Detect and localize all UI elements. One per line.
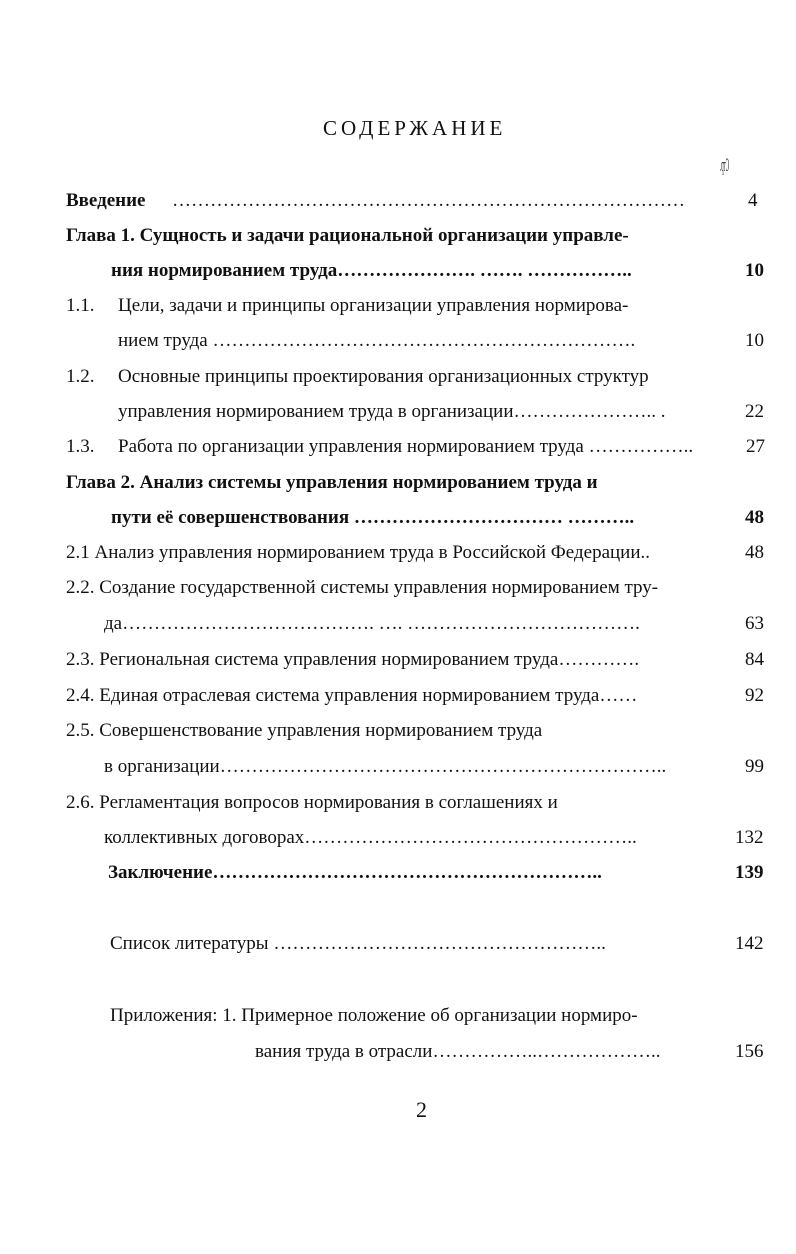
section-1-3-page: 27 xyxy=(746,436,765,457)
chapter-1-title-line-1: Глава 1. Сущность и задачи рациональной организации управле- xyxy=(66,225,629,246)
section-2-2-title-line-2: да…………………………………. …. ………………………………. xyxy=(104,613,640,634)
chapter-2-title-line-2: пути её совершенствования …………………………… ……….. xyxy=(111,507,635,528)
page-title: СОДЕРЖАНИЕ xyxy=(323,116,507,140)
section-2-1-page: 48 xyxy=(745,542,764,563)
conclusion-title: Заключение…………………………………………………….. xyxy=(108,862,602,883)
section-2-3-page: 84 xyxy=(745,649,764,670)
page-column-header: Стр. xyxy=(719,155,729,176)
appendix-title-line-1: Приложения: 1. Примерное положение об организации нормиро- xyxy=(110,1005,638,1026)
section-2-5-title-line-2: в организации…………………………………………………………….. xyxy=(104,756,667,777)
section-2-6-title-line-2: коллективных договорах…………………………………………….. xyxy=(104,827,637,848)
intro-page: 4 xyxy=(748,190,758,211)
intro-dots: ……………………………………………………………………… xyxy=(172,190,685,211)
page-number: 2 xyxy=(416,1097,427,1122)
section-2-2-title-line-1: 2.2. Создание государственной системы управления нормированием тру- xyxy=(66,577,659,598)
section-2-6-page: 132 xyxy=(735,827,764,848)
section-2-3-title: 2.3. Региональная система управления нормированием труда…………. xyxy=(66,649,640,670)
section-1-2-page: 22 xyxy=(745,401,764,422)
chapter-2-page: 48 xyxy=(745,507,764,528)
section-1-2-title-line-2: управления нормированием труда в организации………………….. . xyxy=(118,401,666,422)
section-1-3-title: Работа по организации управления нормированием труда …………….. xyxy=(118,436,694,457)
section-2-6-title-line-1: 2.6. Регламентация вопросов нормирования в соглашениях и xyxy=(66,792,558,813)
section-1-1-number: 1.1. xyxy=(66,295,95,316)
section-2-5-title-line-1: 2.5. Совершенствование управления нормированием труда xyxy=(66,720,543,741)
section-1-2-number: 1.2. xyxy=(66,366,95,387)
section-2-4-page: 92 xyxy=(745,685,764,706)
chapter-1-title-line-2: ния нормированием труда…………………. ……. …………….. xyxy=(111,260,632,281)
intro-title: Введение xyxy=(66,190,146,211)
section-2-5-page: 99 xyxy=(745,756,764,777)
section-2-2-page: 63 xyxy=(745,613,764,634)
appendix-title-line-2: вания труда в отрасли……………..……………….. xyxy=(255,1041,661,1062)
section-1-2-title-line-1: Основные принципы проектирования организационных структур xyxy=(118,366,649,387)
appendix-page: 156 xyxy=(735,1041,764,1062)
section-2-4-title: 2.4. Единая отраслевая система управления нормированием труда…… xyxy=(66,685,638,706)
conclusion-page: 139 xyxy=(735,862,764,883)
chapter-1-page: 10 xyxy=(745,260,764,281)
section-1-3-number: 1.3. xyxy=(66,436,95,457)
section-2-1-title: 2.1 Анализ управления нормированием труда в Российской Федерации.. xyxy=(66,542,650,563)
section-1-1-title-line-1: Цели, задачи и принципы организации управления нормирова- xyxy=(118,295,629,316)
section-1-1-page: 10 xyxy=(745,330,764,351)
literature-page: 142 xyxy=(735,933,764,954)
chapter-2-title-line-1: Глава 2. Анализ системы управления нормированием труда и xyxy=(66,472,598,493)
literature-title: Список литературы …………………………………………….. xyxy=(110,933,606,954)
section-1-1-title-line-2: нием труда …………………………………………………………. xyxy=(118,330,636,351)
